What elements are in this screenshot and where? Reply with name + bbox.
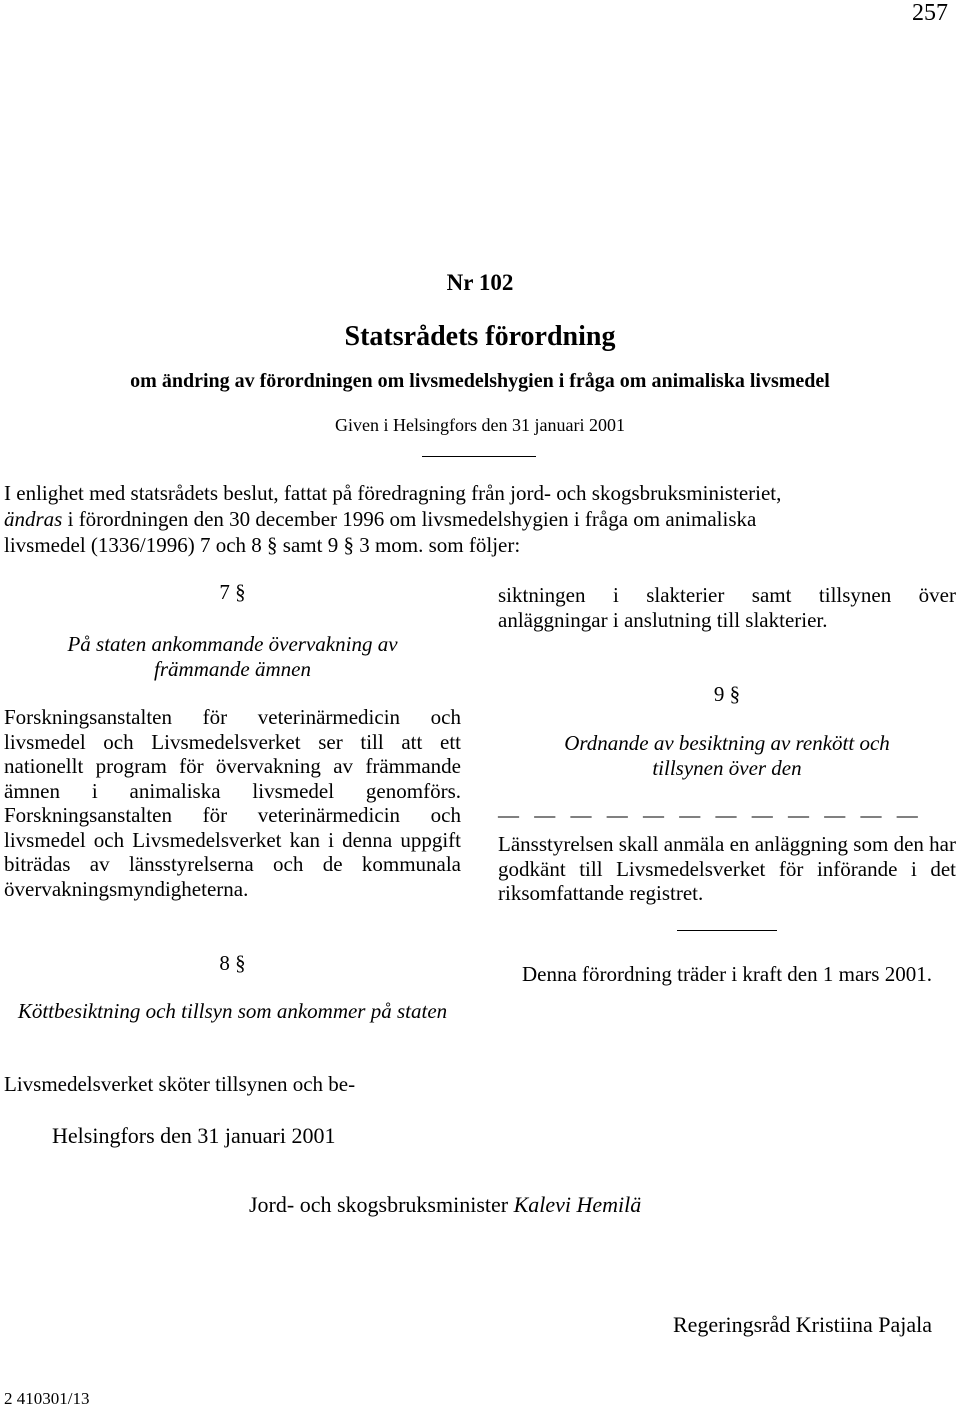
section-8-text: Livsmedelsverket sköter tillsynen och be- [4,1072,356,1096]
end-divider [677,930,777,931]
given-date: Given i Helsingfors den 31 januari 2001 [335,415,625,435]
document-title: Statsrådets förordning [344,321,616,352]
preamble [4,480,956,558]
section-8-number: 8 § [219,951,246,975]
preamble-line-2-text: i förordningen den 30 december 1996 om livsmedelshygien i fråga om animaliska [62,507,757,531]
omission-dashes: — — — — — — — — — — — — [498,803,923,827]
effective-clause [498,962,956,987]
section-9-number: 9 § [713,682,741,706]
section-8-continued-text: siktningen i slakterier samt tillsynen över anläggningar i anslutning till slakterier. [498,583,956,632]
preamble-line-1: I enlighet med statsrådets beslut, fattat på föredragning från jord- och skogsbruksministeriet, [4,481,782,505]
official-signature: Regeringsråd Kristiina Pajala [672,1312,932,1337]
preamble-amend-word: ändras [4,507,63,531]
preamble-line-3: livsmedel (1336/1996) 7 och 8 § samt 9 § 3 mom. som följer: [4,533,521,557]
section-7-number: 7 § [219,580,246,604]
section-9-body [498,832,956,906]
section-7-text: Forskningsanstalten för veterinärmedicin och livsmedel och Livsmedelsverket ser till att ett nationellt program för övervakning av främmande ämnen i animaliska livsmedel genomförs. Forskningsanstalten för veterinärmedicin och livsmedel och Livsmedelsverket kan i denna uppgift biträdas av länsstyrelserna och de kommunala övervakningsmyndigheterna. [4,705,461,901]
section-8-continuation [498,583,956,632]
section-9-text: Länsstyrelsen skall anmäla en anläggning som den har godkänt till Livsmedelsverket för införande i det riksomfattande registret. [498,832,956,905]
section-7-body [4,705,461,901]
signature-place-date: Helsingfors den 31 januari 2001 [52,1123,336,1148]
section-8-body [4,1072,461,1097]
header-divider [422,456,536,457]
document-number: Nr 102 [446,270,514,295]
page-number: 257 [912,0,948,26]
effective-text: Denna förordning träder i kraft den 1 mars 2001. [522,962,932,986]
minister-name: Kalevi Hemilä [513,1192,642,1217]
section-9-heading: Ordnande av besiktning av renkött och tillsynen över den [564,731,890,780]
footer-code: 2 410301/13 [4,1389,90,1408]
minister-signature [249,1192,641,1218]
document-subtitle: om ändring av förordningen om livsmedelshygien i fråga om animaliska livsmedel [130,370,830,392]
section-8-heading: Köttbesiktning och tillsyn som ankommer på staten [17,999,448,1023]
preamble-line-2 [4,506,956,532]
section-7-heading: På staten ankommande övervakning av främmande ämnen [67,632,398,681]
minister-title: Jord- och skogsbruksminister [249,1192,514,1217]
